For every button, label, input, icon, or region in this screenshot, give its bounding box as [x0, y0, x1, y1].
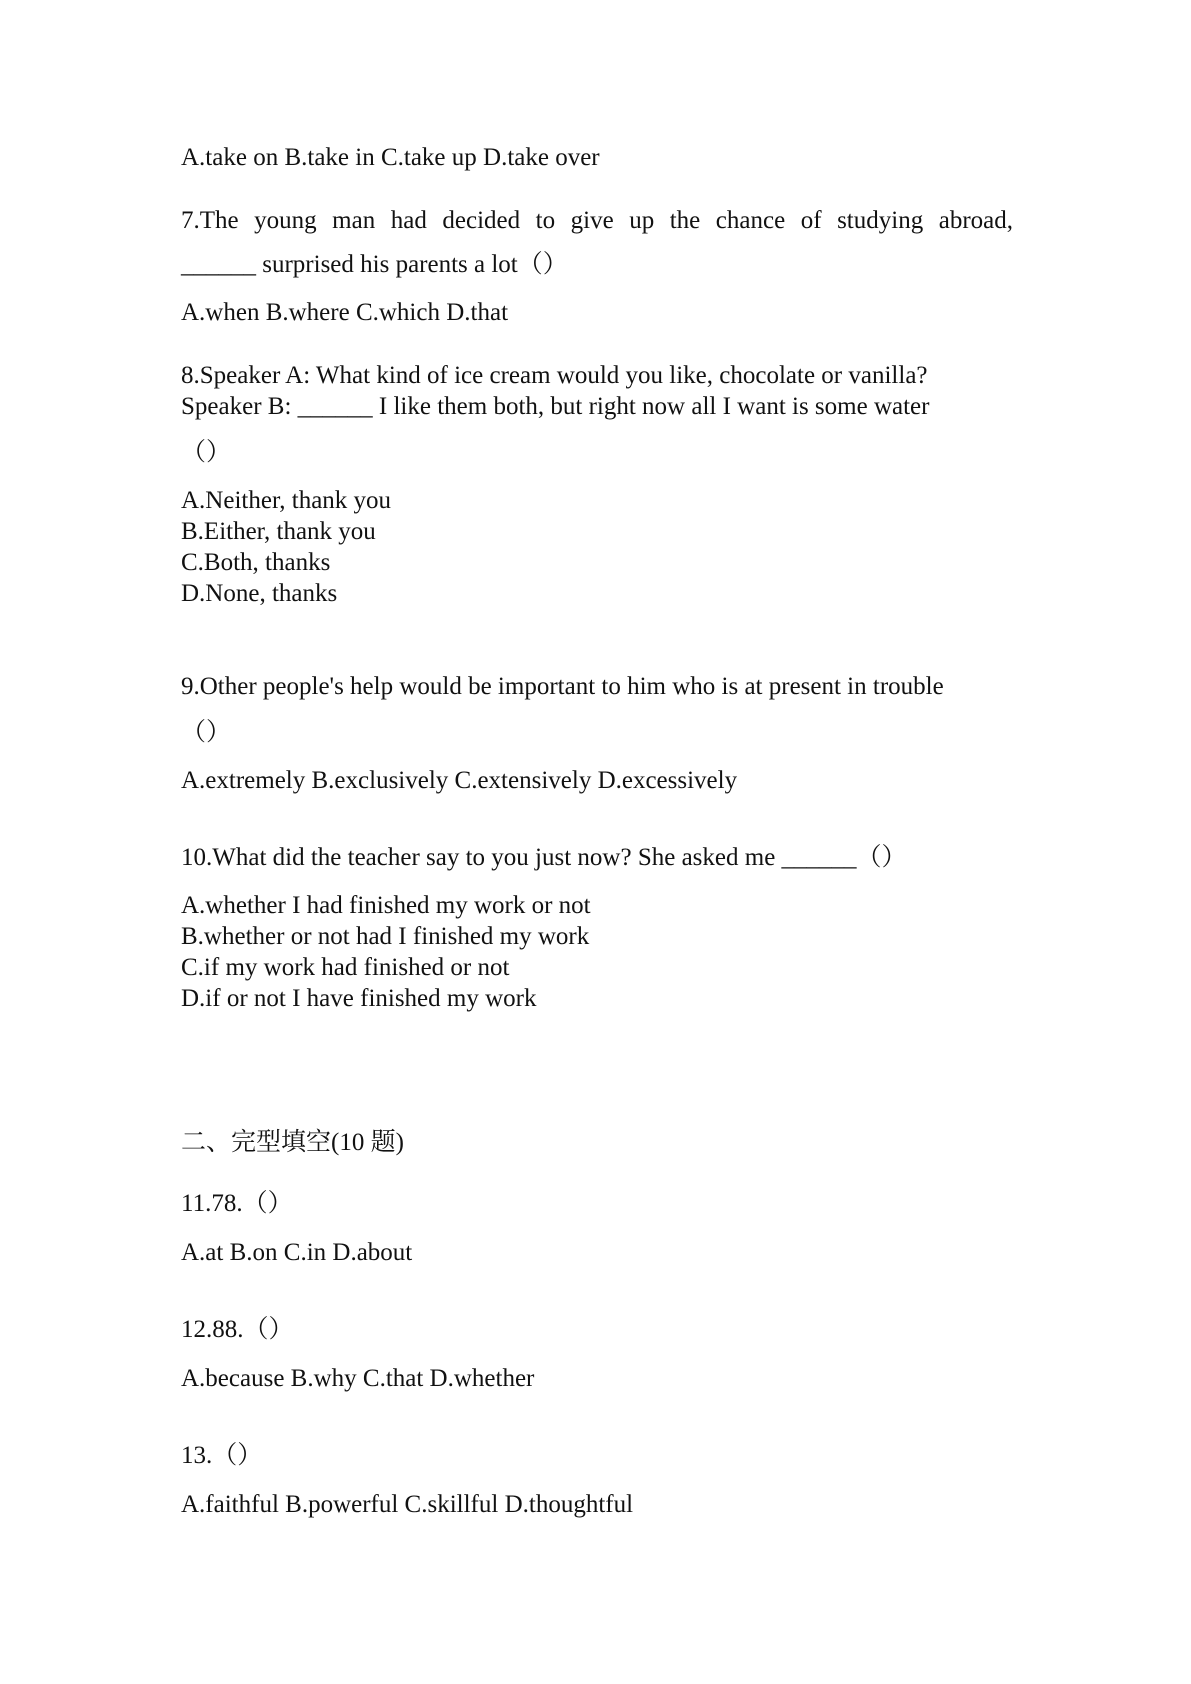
q7-options: A.when B.where C.which D.that	[181, 299, 509, 326]
q9-stem: 9.Other people's help would be important to him who is at present in trouble	[181, 673, 944, 700]
q9-options: A.extremely B.exclusively C.extensively D.excessively	[181, 767, 738, 794]
q8-stem-line1: 8.Speaker A: What kind of ice cream would you like, chocolate or vanilla?	[181, 362, 928, 389]
q8-stem-line2: Speaker B: ______ I like them both, but right now all I want is some water	[181, 393, 930, 420]
q9-answer-paren: （）	[181, 719, 232, 746]
q8-option-a: A.Neither, thank you	[181, 487, 392, 514]
q10-option-d: D.if or not I have finished my work	[181, 985, 537, 1012]
q13-stem: 13.（）	[181, 1442, 263, 1469]
q7-stem-line1: 7.The young man had decided to give up the chance of studying abroad,	[181, 207, 1013, 234]
q10-option-a: A.whether I had finished my work or not	[181, 892, 591, 919]
section-heading: 二、完型填空(10 题)	[181, 1129, 404, 1156]
q6-options: A.take on B.take in C.take up D.take over	[181, 144, 600, 171]
q8-answer-paren: （）	[181, 439, 232, 466]
q11-stem: 11.78.（）	[181, 1190, 293, 1217]
q13-options: A.faithful B.powerful C.skillful D.thoughtful	[181, 1491, 634, 1518]
q7-stem-line2: ______ surprised his parents a lot（）	[181, 251, 568, 278]
q10-stem: 10.What did the teacher say to you just now? She asked me ______（）	[181, 844, 907, 871]
q8-option-b: B.Either, thank you	[181, 518, 376, 545]
q12-stem: 12.88.（）	[181, 1316, 294, 1343]
q8-option-d: D.None, thanks	[181, 580, 338, 607]
q10-option-c: C.if my work had finished or not	[181, 954, 510, 981]
q11-options: A.at B.on C.in D.about	[181, 1239, 413, 1266]
q8-option-c: C.Both, thanks	[181, 549, 331, 576]
q10-option-b: B.whether or not had I finished my work	[181, 923, 590, 950]
q12-options: A.because B.why C.that D.whether	[181, 1365, 535, 1392]
